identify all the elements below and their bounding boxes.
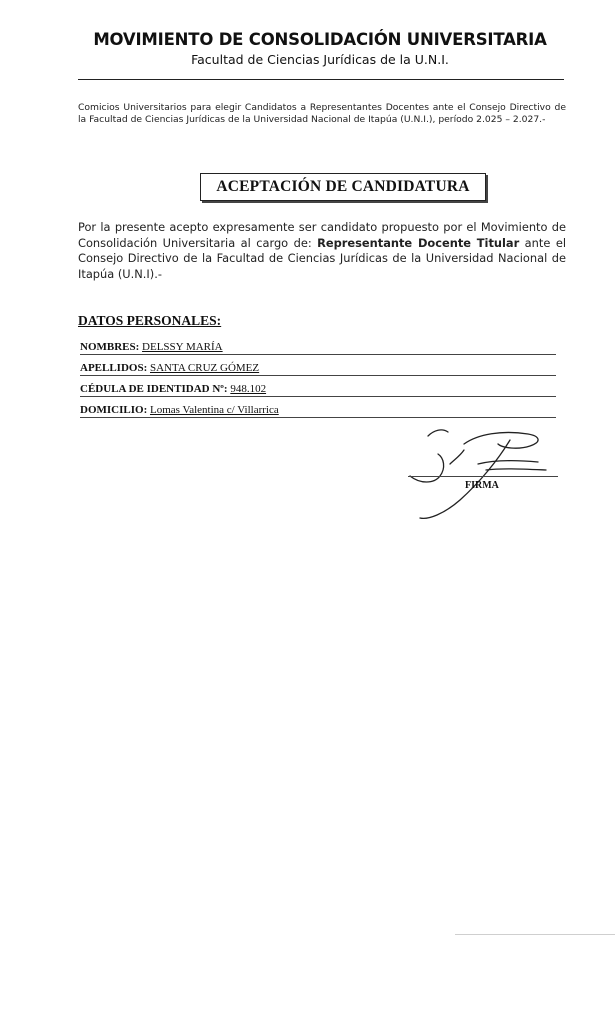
field-label: DOMICILIO <box>80 404 144 416</box>
field-value: Lomas Valentina c/ Villarrica <box>149 404 279 416</box>
document-title: ACEPTACIÓN DE CANDIDATURA <box>200 173 486 201</box>
handwritten-signature-icon <box>398 420 558 520</box>
acceptance-text-2: ante el Consejo Directivo de la Facultad de Ciencias Jurídicas de la Universidad Nacional de Itapúa (U.N.I).- <box>78 235 566 281</box>
header-divider <box>78 79 564 80</box>
position-title: Representante Docente Titular <box>317 235 520 250</box>
field-value: 948.102 <box>230 383 267 395</box>
signature-line <box>408 476 558 477</box>
field-nombres: NOMBRES: DELSSY MARÍA <box>80 340 556 355</box>
field-label: NOMBRES <box>80 341 136 353</box>
faculty-subtitle: Facultad de Ciencias Jurídicas de la U.N.I. <box>191 52 449 67</box>
personal-data-heading: DATOS PERSONALES: <box>78 313 222 328</box>
acceptance-text-1: Por la presente acepto expresamente ser candidato propuesto por el Movimiento de Consolidación Universitaria al cargo de: <box>78 220 566 250</box>
field-cedula: CÉDULA DE IDENTIDAD Nº: 948.102 <box>80 382 556 397</box>
field-label: APELLIDOS <box>80 362 144 374</box>
signature-label: FIRMA <box>465 480 499 491</box>
field-label: CÉDULA DE IDENTIDAD Nº <box>80 383 224 395</box>
field-domicilio: DOMICILIO: Lomas Valentina c/ Villarrica <box>80 403 556 418</box>
field-apellidos: APELLIDOS: SANTA CRUZ GÓMEZ <box>80 361 556 376</box>
acceptance-paragraph <box>78 220 566 282</box>
field-value: DELSSY MARÍA <box>142 341 223 353</box>
scan-edge-divider <box>455 934 615 935</box>
field-value: SANTA CRUZ GÓMEZ <box>150 362 260 374</box>
organization-title: MOVIMIENTO DE CONSOLIDACIÓN UNIVERSITARIA <box>93 30 547 49</box>
intro-paragraph: Comicios Universitarios para elegir Candidatos a Representantes Docentes ante el Consejo Directivo de la Facultad de Ciencias Jurídicas de la Universidad Nacional de Itapúa (U.N.I.), período 2.025 – 2.027.- <box>78 102 566 125</box>
